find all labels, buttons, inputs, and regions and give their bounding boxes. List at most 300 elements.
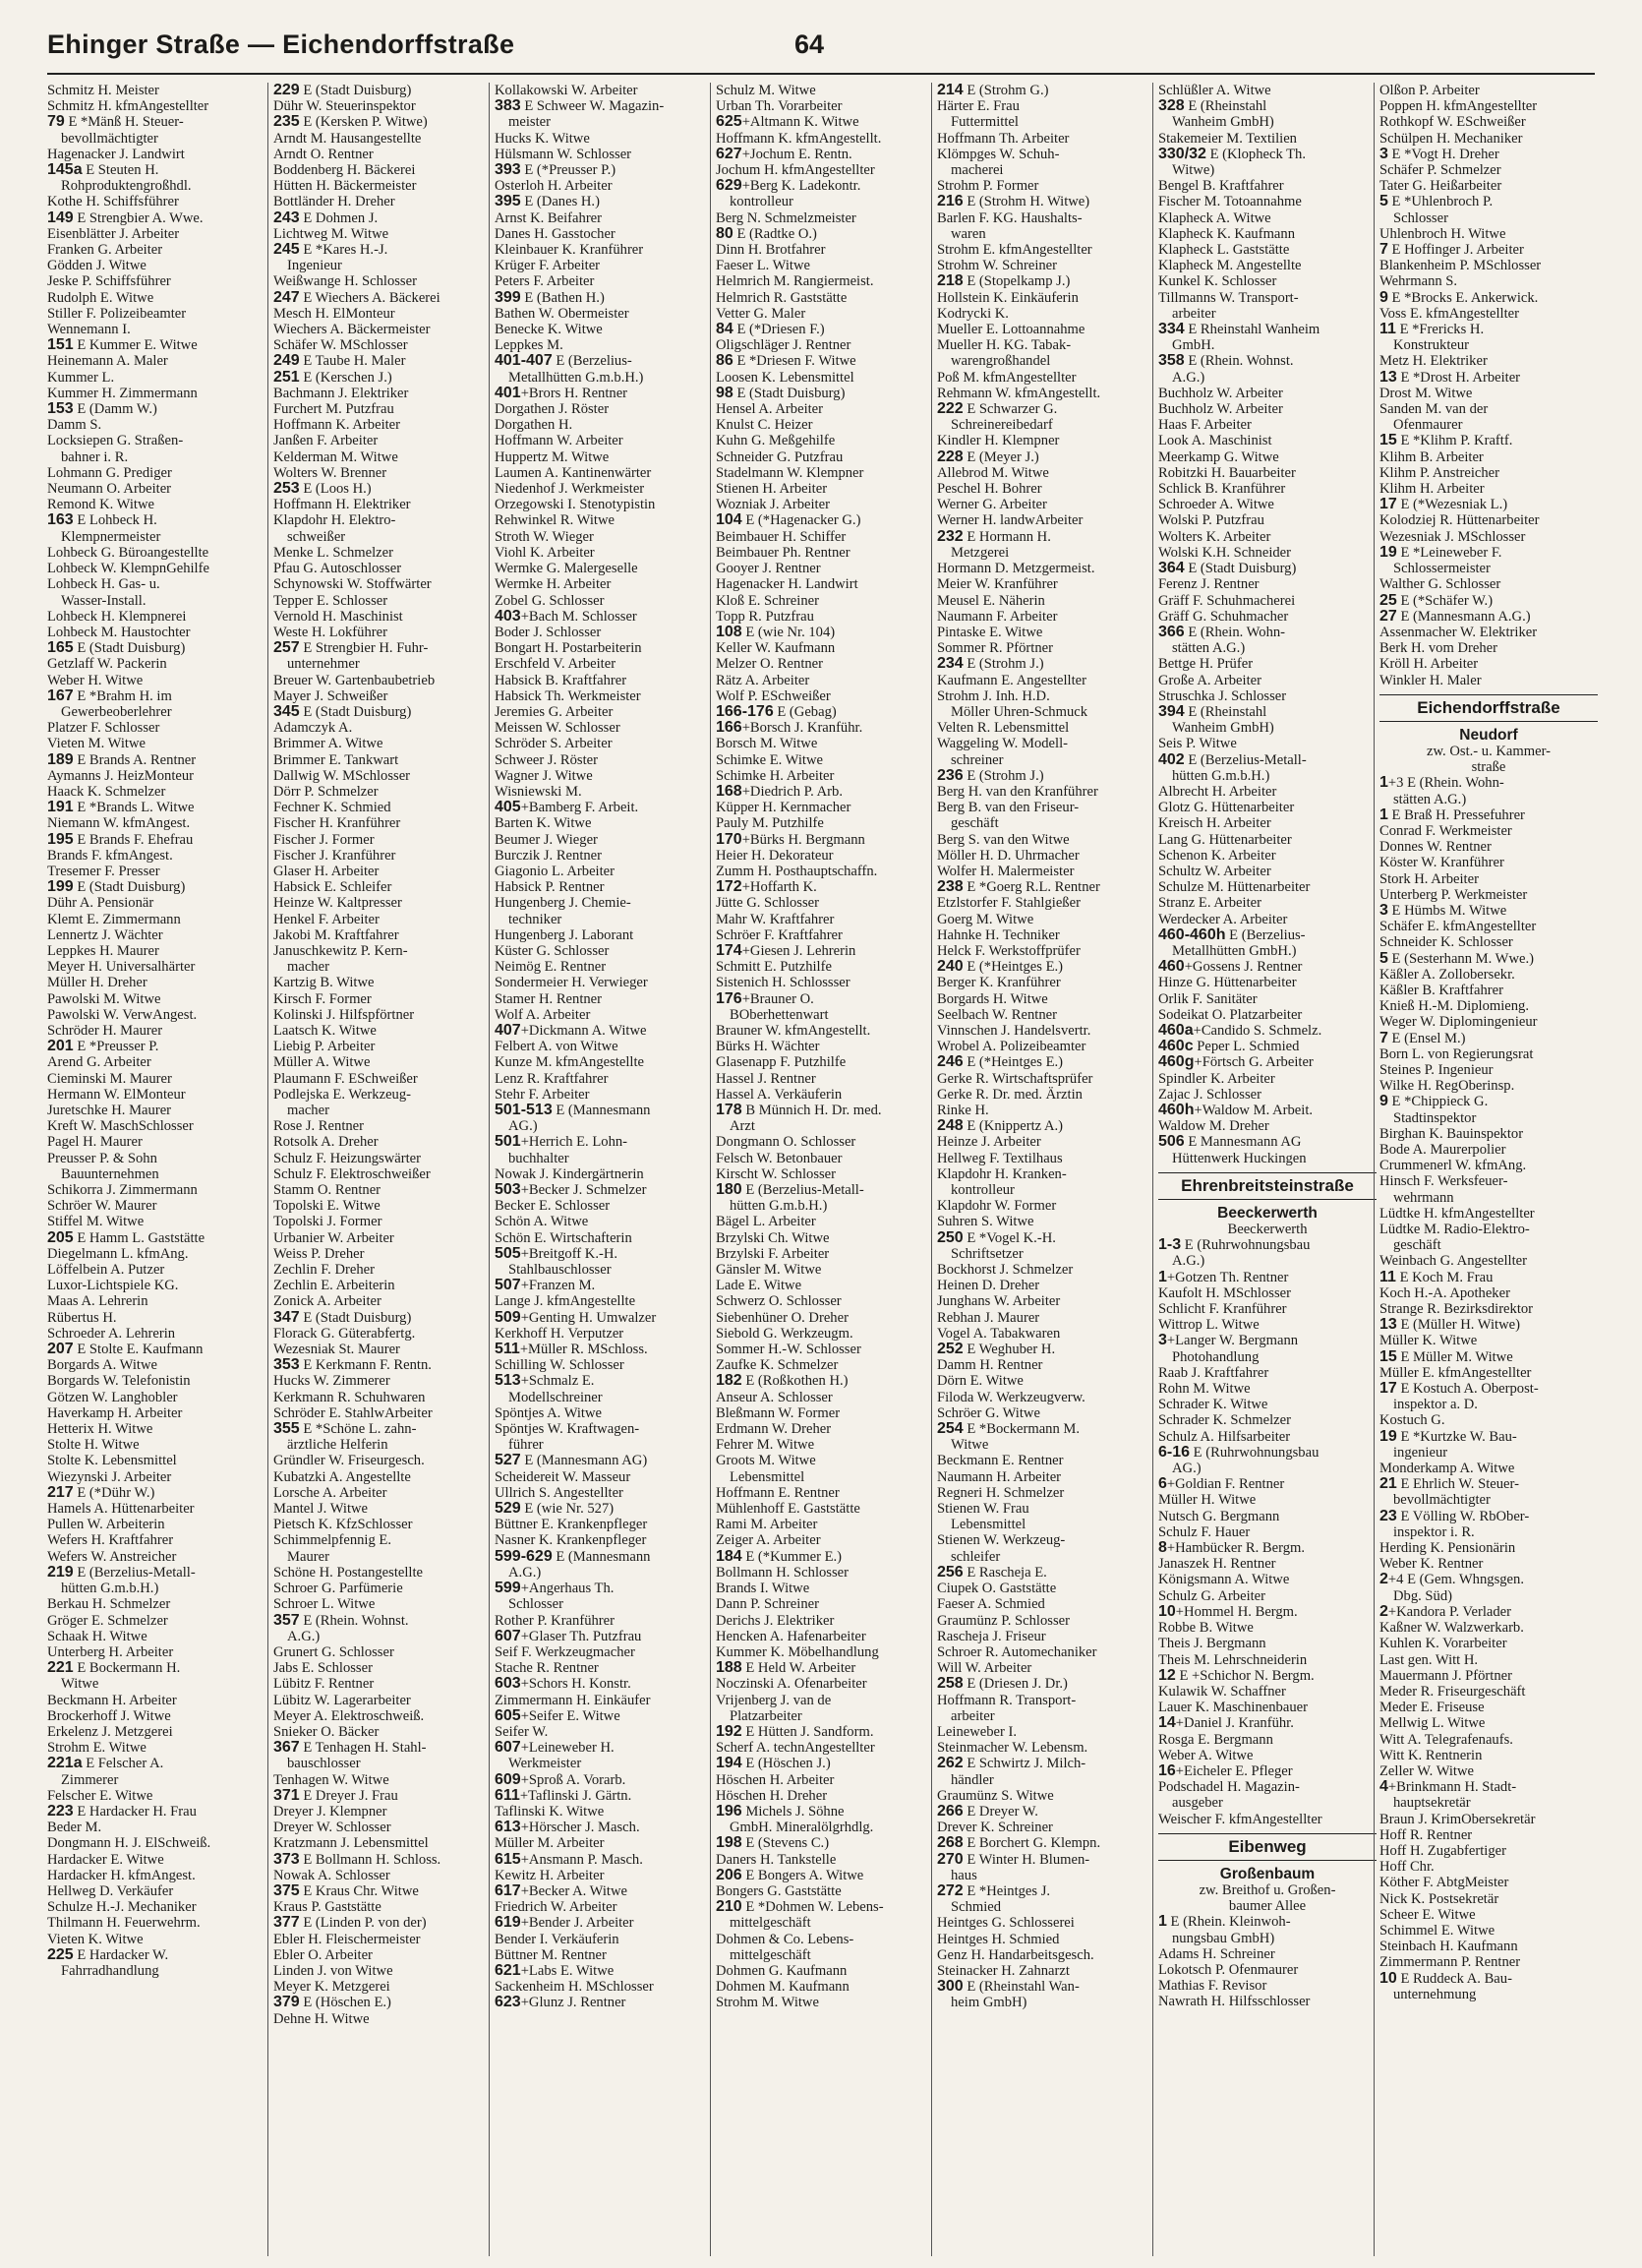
- directory-entry: Rascheja J. Friseur: [937, 1628, 1046, 1644]
- directory-entry: Müller H. Witwe: [1158, 1492, 1257, 1509]
- directory-entry: 214 E (Strohm G.): [937, 83, 1049, 98]
- directory-entry: Hollstein K. Einkäuferin: [937, 289, 1079, 306]
- entry-continuation: mittelgeschäft: [730, 1915, 811, 1932]
- directory-column-1: [47, 83, 265, 2256]
- directory-entry: 245 E *Kares H.-J.: [273, 241, 388, 259]
- directory-entry: Bongers G. Gaststätte: [716, 1882, 842, 1899]
- house-number: 13: [1379, 368, 1397, 386]
- directory-entry: Hardacker E. Witwe: [47, 1851, 164, 1868]
- directory-entry: 218 E (Stopelkamp J.): [937, 272, 1071, 290]
- directory-entry: Hoffmann E. Rentner: [716, 1484, 840, 1501]
- directory-entry: Nawrath H. Hilfsschlosser: [1158, 1994, 1311, 2010]
- directory-entry: Koch H.-A. Apotheker: [1379, 1284, 1510, 1301]
- directory-entry: Stienen W. Werkzeug-: [937, 1532, 1066, 1549]
- directory-entry: Wefers H. Kraftfahrer: [47, 1532, 174, 1549]
- directory-entry: Dreyer J. Klempner: [273, 1803, 387, 1820]
- directory-entry: Gänsler M. Witwe: [716, 1262, 822, 1279]
- house-number: 228: [937, 448, 964, 465]
- directory-entry: Berger K. Kranführer: [937, 975, 1061, 991]
- directory-entry: Ciupek O. Gaststätte: [937, 1581, 1057, 1597]
- directory-entry: Stamer H. Rentner: [495, 990, 603, 1007]
- house-number: 3: [1379, 901, 1388, 919]
- directory-entry: 254 E *Bockermann M.: [937, 1420, 1081, 1438]
- house-number: 395: [495, 193, 521, 210]
- house-number: 198: [716, 1834, 742, 1852]
- directory-entry: 460+Gossens J. Rentner: [1158, 958, 1303, 976]
- house-number: 330/32: [1158, 145, 1206, 162]
- house-number: 176: [716, 989, 742, 1007]
- house-number: 615: [495, 1850, 521, 1868]
- directory-entry: 235 E (Kersken P. Witwe): [273, 113, 428, 131]
- directory-entry: 256 E Rascheja E.: [937, 1563, 1047, 1581]
- directory-entry: Kummer H. Zimmermann: [47, 385, 198, 401]
- directory-entry: 1-3 E (Ruhrwohnungsbau: [1158, 1236, 1311, 1254]
- house-number: 25: [1379, 591, 1397, 609]
- directory-entry: Meissen W. Schlosser: [495, 720, 620, 737]
- directory-entry: 253 E (Loos H.): [273, 480, 372, 498]
- directory-entry: Laumen A. Kantinenwärter: [495, 464, 652, 481]
- directory-entry: Preusser P. & Sohn: [47, 1150, 157, 1166]
- directory-entry: Stroth W. Wieger: [495, 528, 594, 545]
- house-number: 345: [273, 702, 300, 720]
- directory-entry: 225 E Hardacker W.: [47, 1945, 169, 1963]
- directory-entry: 79 E *Mänß H. Steuer-: [47, 113, 184, 131]
- street-location-note: zw. Breithof u. Großen-: [1199, 1881, 1336, 1898]
- directory-entry: Burczik J. Rentner: [495, 847, 603, 864]
- directory-entry: 199 E (Stadt Duisburg): [47, 878, 186, 896]
- directory-entry: 221a E Felscher A.: [47, 1755, 164, 1772]
- directory-entry: Leppkes H. Maurer: [47, 942, 159, 959]
- directory-entry: 174+Giesen J. Lehrerin: [716, 941, 856, 959]
- directory-entry: Wilke H. RegOberinsp.: [1379, 1078, 1515, 1095]
- house-number: 149: [47, 209, 74, 226]
- house-number: 174: [716, 941, 742, 959]
- house-number: 353: [273, 1356, 300, 1374]
- directory-entry: Hoffmann Th. Arbeiter: [937, 130, 1070, 147]
- directory-entry: Hormann D. Metzgermeist.: [937, 561, 1095, 577]
- directory-entry: Schenon K. Arbeiter: [1158, 847, 1276, 864]
- directory-entry: Borgards W. Telefonistin: [47, 1373, 191, 1390]
- house-number: 210: [716, 1898, 742, 1916]
- directory-entry: Schroer G. Parfümerie: [273, 1581, 403, 1597]
- directory-entry: 375 E Kraus Chr. Witwe: [273, 1881, 419, 1899]
- directory-entry: Bettge H. Prüfer: [1158, 656, 1254, 673]
- directory-entry: 1+3 E (Rhein. Wohn-: [1379, 774, 1504, 792]
- directory-entry: Kaßner W. Walzwerkarb.: [1379, 1620, 1524, 1637]
- directory-entry: Kewitz H. Arbeiter: [495, 1867, 605, 1883]
- directory-entry: Müller K. Witwe: [1379, 1333, 1478, 1349]
- directory-entry: Meerkamp G. Witwe: [1158, 448, 1279, 465]
- directory-entry: 402 E (Berzelius-Metall-: [1158, 750, 1307, 768]
- house-number: 222: [937, 400, 964, 418]
- house-number: 262: [937, 1755, 964, 1772]
- directory-entry: Kothe H. Schiffsführer: [47, 194, 179, 210]
- house-number: 17: [1379, 496, 1397, 513]
- directory-entry: Poß M. kfmAngestellter: [937, 369, 1077, 386]
- directory-entry: Klapheck M. Angestellte: [1158, 258, 1302, 274]
- directory-entry: 153 E (Damm W.): [47, 400, 157, 418]
- directory-entry: Bongart H. Postarbeiterin: [495, 640, 642, 657]
- directory-entry: Barten K. Witwe: [495, 815, 592, 832]
- directory-entry: Bengel B. Kraftfahrer: [1158, 178, 1284, 195]
- directory-entry: 371 E Dreyer J. Frau: [273, 1786, 398, 1804]
- directory-entry: 98 E (Stadt Duisburg): [716, 384, 846, 401]
- directory-entry: 251 E (Kerschen J.): [273, 368, 392, 386]
- directory-entry: Adams H. Schreiner: [1158, 1945, 1275, 1962]
- house-number: 403: [495, 607, 521, 625]
- directory-entry: 250 E *Vogel K.-H.: [937, 1228, 1056, 1246]
- directory-entry: 10+Hommel H. Bergm.: [1158, 1602, 1298, 1620]
- directory-entry: Diegelmann L. kfmAng.: [47, 1245, 189, 1262]
- house-number: 84: [716, 321, 733, 338]
- directory-entry: Küpper H. Kernmacher: [716, 800, 851, 816]
- directory-entry: Klömpges W. Schuh-: [937, 146, 1060, 162]
- directory-entry: Wolf P. ESchweißer: [716, 687, 831, 704]
- directory-entry: 619+Bender J. Arbeiter: [495, 1914, 634, 1932]
- directory-entry: Hoffmann K. Arbeiter: [273, 417, 401, 434]
- directory-entry: Dorgathen J. Röster: [495, 401, 610, 418]
- directory-entry: Theis J. Bergmann: [1158, 1636, 1266, 1652]
- directory-entry: Velten R. Lebensmittel: [937, 720, 1070, 737]
- directory-entry: 25 E (*Schäfer W.): [1379, 591, 1494, 609]
- directory-entry: 605+Seifer E. Witwe: [495, 1706, 620, 1724]
- directory-entry: Seelbach W. Rentner: [937, 1006, 1057, 1023]
- directory-entry: 10 E Ruddeck A. Bau-: [1379, 1969, 1512, 1987]
- directory-entry: Lorsche A. Arbeiter: [273, 1484, 387, 1501]
- house-number: 371: [273, 1786, 300, 1804]
- entry-continuation: nungsbau GmbH): [1172, 1930, 1275, 1946]
- directory-entry: Zobel G. Schlosser: [495, 592, 605, 609]
- directory-entry: Pfau G. Autoschlosser: [273, 561, 402, 577]
- house-number: 221: [47, 1659, 74, 1677]
- entry-continuation: Wanheim GmbH): [1172, 720, 1274, 737]
- house-number: 153: [47, 400, 74, 418]
- directory-entry: 401-407 E (Berzelius-: [495, 352, 632, 370]
- directory-entry: Glaser H. Arbeiter: [273, 863, 380, 879]
- directory-entry: 19 E *Kurtzke W. Bau-: [1379, 1427, 1517, 1445]
- directory-entry: Jabs E. Schlosser: [273, 1660, 373, 1677]
- directory-entry: Menke L. Schmelzer: [273, 544, 393, 561]
- page-number: 64: [794, 30, 825, 59]
- directory-entry: Fischer J. Kranführer: [273, 847, 396, 864]
- entry-continuation: Schlossermeister: [1393, 561, 1491, 577]
- directory-entry: Pauly M. Putzhilfe: [716, 815, 824, 832]
- directory-entry: Platzer F. Schlosser: [47, 720, 160, 737]
- directory-entry: Pullen W. Arbeiterin: [47, 1517, 165, 1533]
- directory-entry: Mühlenhoff E. Gaststätte: [716, 1501, 860, 1518]
- directory-entry: 2+4 E (Gem. Whngsgen.: [1379, 1571, 1524, 1588]
- house-number: 192: [716, 1722, 742, 1740]
- entry-continuation: Schmied: [951, 1899, 1002, 1916]
- entry-continuation: waren: [951, 225, 986, 242]
- directory-entry: Mauermann J. Pförtner: [1379, 1667, 1512, 1684]
- directory-entry: Boddenberg H. Bäckerei: [273, 162, 416, 179]
- house-number: 16: [1158, 1761, 1176, 1779]
- directory-entry: Osterloh H. Arbeiter: [495, 178, 613, 195]
- directory-entry: 252 E Weghuber H.: [937, 1341, 1056, 1358]
- directory-entry: 238 E *Goerg R.L. Rentner: [937, 878, 1100, 896]
- house-number: 166-176: [716, 702, 774, 720]
- house-number: 399: [495, 288, 521, 306]
- house-number: 1: [1158, 1268, 1167, 1285]
- directory-entry: Faeser L. Witwe: [716, 258, 810, 274]
- directory-columns: [47, 83, 1595, 2256]
- directory-entry: Weißwange H. Schlosser: [273, 273, 417, 290]
- directory-entry: Wolfer H. Malermeister: [937, 863, 1075, 879]
- directory-entry: 247 E Wiechers A. Bäckerei: [273, 288, 440, 306]
- directory-entry: 367 E Tenhagen H. Stahl-: [273, 1739, 427, 1757]
- directory-entry: Damm S.: [47, 417, 102, 434]
- directory-entry: Helck F. Werkstoffprüfer: [937, 942, 1081, 959]
- directory-entry: Schikorra J. Zimmermann: [47, 1182, 198, 1199]
- house-number: 501: [495, 1133, 521, 1151]
- directory-entry: Nasner K. Krankenpfleger: [495, 1532, 647, 1549]
- directory-entry: Müller E. kfmAngestellter: [1379, 1364, 1532, 1381]
- directory-entry: Hagenacker H. Landwirt: [716, 576, 858, 593]
- entry-continuation: Metallhütten GmbH.): [1172, 942, 1297, 959]
- entry-continuation: macher: [287, 959, 329, 976]
- house-number: 379: [273, 1994, 300, 2011]
- directory-entry: 373 E Bollmann H. Schloss.: [273, 1850, 441, 1868]
- directory-entry: Fischer J. Former: [273, 831, 375, 848]
- directory-entry: Fischer H. Kranführer: [273, 815, 401, 832]
- directory-entry: Schlick B. Kranführer: [1158, 481, 1286, 498]
- directory-entry: Helmrich M. Rangiermeist.: [716, 273, 874, 290]
- directory-entry: 1 E (Rhein. Kleinwoh-: [1158, 1913, 1291, 1931]
- directory-entry: Bürks H. Wächter: [716, 1039, 820, 1055]
- entry-continuation: AG.): [1172, 1461, 1202, 1477]
- directory-entry: Hoff Chr.: [1379, 1859, 1435, 1876]
- house-number: 256: [937, 1563, 964, 1581]
- directory-entry: Ebler O. Arbeiter: [273, 1946, 373, 1963]
- directory-entry: Dallwig W. MSchlosser: [273, 767, 411, 784]
- directory-entry: 257 E Strengbier H. Fuhr-: [273, 639, 429, 657]
- directory-entry: 12 E +Schichor N. Bergm.: [1158, 1666, 1315, 1684]
- directory-entry: Löffelbein A. Putzer: [47, 1262, 165, 1279]
- directory-entry: Neimög E. Rentner: [495, 959, 607, 976]
- directory-entry: Schulze H.-J. Mechaniker: [47, 1899, 197, 1916]
- directory-entry: Laatsch K. Witwe: [273, 1022, 377, 1039]
- directory-entry: Schroeder A. Lehrerin: [47, 1325, 176, 1342]
- directory-entry: Janßen F. Arbeiter: [273, 433, 379, 449]
- directory-entry: Borsch M. Witwe: [716, 736, 818, 752]
- directory-entry: Erkelenz J. Metzgerei: [47, 1723, 173, 1740]
- house-number: 621: [495, 1961, 521, 1979]
- directory-entry: Unterberg H. Arbeiter: [47, 1643, 174, 1660]
- directory-entry: Orlik F. Sanitäter: [1158, 990, 1258, 1007]
- entry-continuation: inspektor i. R.: [1393, 1523, 1475, 1540]
- directory-column-6: [1152, 83, 1377, 2256]
- directory-entry: Friedrich W. Arbeiter: [495, 1899, 617, 1916]
- directory-entry: Plaumann F. ESchweißer: [273, 1070, 418, 1087]
- directory-entry: Lohmann G. Prediger: [47, 464, 172, 481]
- directory-entry: Grunert G. Schlosser: [273, 1643, 394, 1660]
- directory-entry: Junghans W. Arbeiter: [937, 1293, 1061, 1310]
- directory-entry: Kindler H. Klempner: [937, 433, 1060, 449]
- directory-entry: Köster W. Kranführer: [1379, 855, 1504, 871]
- directory-entry: Orzegowski I. Stenotypistin: [495, 497, 656, 513]
- directory-entry: Kodrycki K.: [937, 305, 1009, 322]
- directory-entry: Lichtweg M. Witwe: [273, 225, 389, 242]
- house-number: 165: [47, 639, 74, 657]
- directory-entry: Podschadel H. Magazin-: [1158, 1779, 1300, 1796]
- directory-entry: Stadelmann W. Klempner: [716, 464, 864, 481]
- directory-entry: 178 B Münnich H. Dr. med.: [716, 1102, 882, 1118]
- directory-entry: Wermke H. Arbeiter: [495, 576, 612, 593]
- directory-entry: Huppertz M. Witwe: [495, 448, 610, 465]
- directory-entry: Heinemann A. Maler: [47, 353, 168, 370]
- directory-entry: Sommer R. Pförtner: [937, 640, 1053, 657]
- house-number: 460g: [1158, 1053, 1195, 1071]
- directory-entry: Stache R. Rentner: [495, 1660, 599, 1677]
- directory-entry: Hencken A. Hafenarbeiter: [716, 1628, 866, 1644]
- house-number: 2: [1379, 1571, 1388, 1588]
- directory-entry: Liebig P. Arbeiter: [273, 1039, 376, 1055]
- directory-entry: Kaufmann E. Angestellter: [937, 672, 1086, 688]
- house-number: 328: [1158, 97, 1185, 115]
- house-number: 214: [937, 83, 964, 98]
- directory-entry: 4+Brinkmann H. Stadt-: [1379, 1778, 1517, 1796]
- directory-entry: Klapheck L. Gaststätte: [1158, 242, 1290, 259]
- directory-entry: Hardacker H. kfmAngest.: [47, 1867, 196, 1883]
- entry-continuation: inspektor a. D.: [1393, 1397, 1478, 1413]
- directory-entry: Schäfer W. MSchlosser: [273, 337, 408, 354]
- directory-entry: Hamels A. Hüttenarbeiter: [47, 1501, 195, 1518]
- street-heading: Eichendorffstraße: [1379, 694, 1598, 722]
- entry-continuation: ausgeber: [1172, 1795, 1223, 1812]
- directory-entry: Seifer W.: [495, 1723, 549, 1740]
- directory-entry: Wolski P. Putzfrau: [1158, 512, 1264, 529]
- entry-continuation: hütten G.m.b.H.): [1172, 767, 1270, 784]
- house-number: 599: [495, 1580, 521, 1597]
- house-number: 188: [716, 1659, 742, 1677]
- directory-entry: Lüdtke H. kfmAngestellter: [1379, 1205, 1535, 1222]
- directory-entry: 9 E *Chippieck G.: [1379, 1093, 1489, 1110]
- directory-entry: 599-629 E (Mannesmann: [495, 1547, 651, 1565]
- directory-entry: 270 E Winter H. Blumen-: [937, 1850, 1090, 1868]
- house-number: 270: [937, 1850, 964, 1868]
- directory-entry: 172+Hoffarth K.: [716, 878, 817, 896]
- directory-entry: Kulawik W. Schaffner: [1158, 1683, 1286, 1700]
- directory-entry: 355 E *Schöne L. zahn-: [273, 1420, 417, 1438]
- directory-entry: Remond K. Witwe: [47, 497, 154, 513]
- entry-continuation: stätten A.G.): [1172, 640, 1246, 657]
- house-number: 27: [1379, 607, 1397, 625]
- directory-entry: Mueller H. KG. Tabak-: [937, 337, 1072, 354]
- directory-entry: 216 E (Strohm H. Witwe): [937, 193, 1090, 210]
- directory-entry: 266 E Dreyer W.: [937, 1802, 1038, 1820]
- entry-continuation: GmbH. Mineralölgrhdlg.: [730, 1820, 874, 1836]
- directory-entry: Meyer H. Universalhärter: [47, 959, 196, 976]
- directory-entry: Janaszek H. Rentner: [1158, 1556, 1276, 1573]
- house-number: 15: [1379, 432, 1397, 449]
- street-location-note: zw. Ost.- u. Kammer-: [1426, 743, 1551, 759]
- directory-entry: Drever K. Schreiner: [937, 1820, 1053, 1836]
- entry-continuation: haus: [951, 1867, 977, 1883]
- house-number: 201: [47, 1038, 74, 1055]
- entry-continuation: Lebensmittel: [951, 1517, 1026, 1533]
- house-number: 23: [1379, 1507, 1397, 1524]
- directory-entry: Zajac J. Schlosser: [1158, 1086, 1261, 1103]
- directory-entry: Käßler B. Kraftfahrer: [1379, 982, 1504, 998]
- entry-continuation: heim GmbH): [951, 1995, 1027, 2011]
- directory-entry: Dühr W. Steuerinspektor: [273, 98, 416, 115]
- directory-entry: Gerke R. Dr. med. Ärztin: [937, 1086, 1083, 1103]
- directory-entry: Haas F. Arbeiter: [1158, 417, 1252, 434]
- house-number: 266: [937, 1802, 964, 1820]
- directory-entry: Seif F. Werkzeugmacher: [495, 1643, 635, 1660]
- directory-entry: Scheer E. Witwe: [1379, 1906, 1476, 1923]
- directory-entry: 345 E (Stadt Duisburg): [273, 702, 412, 720]
- directory-entry: Klihm H. Arbeiter: [1379, 481, 1485, 498]
- directory-entry: Wisniewski M.: [495, 783, 582, 800]
- entry-continuation: bauschlosser: [287, 1756, 361, 1772]
- house-number: 166: [716, 719, 742, 737]
- directory-entry: Küster G. Schlosser: [495, 942, 610, 959]
- directory-entry: 206 E Bongers A. Witwe: [716, 1866, 864, 1883]
- house-number: 364: [1158, 560, 1185, 577]
- directory-entry: Graumünz S. Witwe: [937, 1787, 1054, 1804]
- directory-entry: Hinsch F. Werksfeuer-: [1379, 1173, 1508, 1190]
- house-number: 300: [937, 1978, 964, 1996]
- directory-entry: Wennemann I.: [47, 322, 131, 338]
- entry-continuation: Hüttenwerk Huckingen: [1172, 1150, 1307, 1166]
- directory-entry: Vogel A. Tabakwaren: [937, 1325, 1061, 1342]
- house-number: 460a: [1158, 1021, 1194, 1039]
- directory-entry: Regneri H. Schmelzer: [937, 1484, 1065, 1501]
- directory-entry: 168+Diedrich P. Arb.: [716, 782, 843, 800]
- house-number: 21: [1379, 1475, 1397, 1493]
- directory-entry: Schlicht F. Kranführer: [1158, 1301, 1287, 1318]
- directory-entry: 501+Herrich E. Lohn-: [495, 1133, 628, 1151]
- entry-continuation: AG.): [508, 1118, 538, 1135]
- directory-entry: Rübertus H.: [47, 1309, 117, 1326]
- directory-entry: Kröll H. Arbeiter: [1379, 656, 1479, 673]
- directory-entry: Weischer F. kfmAngestellter: [1158, 1811, 1322, 1827]
- directory-entry: Kunkel K. Schlosser: [1158, 273, 1277, 290]
- directory-entry: Höschen H. Dreher: [716, 1787, 828, 1804]
- house-number: 206: [716, 1866, 742, 1883]
- entry-continuation: A.G.): [287, 1628, 321, 1644]
- house-number: 196: [716, 1802, 742, 1820]
- directory-entry: Klihm B. Arbeiter: [1379, 448, 1484, 465]
- directory-entry: Hütten H. Bäckermeister: [273, 178, 417, 195]
- directory-entry: Glotz G. Hüttenarbeiter: [1158, 800, 1295, 816]
- entry-continuation: Fahrradhandlung: [61, 1962, 159, 1979]
- directory-entry: Schwerz O. Schlosser: [716, 1293, 842, 1310]
- house-number: 151: [47, 336, 74, 354]
- directory-entry: Jochum H. kfmAngestellter: [716, 162, 875, 179]
- directory-entry: 1+Gotzen Th. Rentner: [1158, 1268, 1289, 1285]
- directory-entry: 509+Genting H. Umwalzer: [495, 1308, 657, 1326]
- directory-entry: Schön A. Witwe: [495, 1214, 589, 1230]
- directory-entry: Voss E. kfmAngestellter: [1379, 305, 1520, 322]
- directory-entry: Winkler H. Maler: [1379, 672, 1482, 688]
- directory-entry: 5 E *Uhlenbroch P.: [1379, 193, 1494, 210]
- directory-entry: Kartzig B. Witwe: [273, 975, 375, 991]
- house-number: 182: [716, 1372, 742, 1390]
- directory-entry: Rohn M. Witwe: [1158, 1381, 1251, 1398]
- directory-entry: Meder R. Friseurgeschäft: [1379, 1683, 1526, 1700]
- directory-entry: 6+Goldian F. Rentner: [1158, 1475, 1285, 1493]
- directory-entry: Müller H. Dreher: [47, 975, 147, 991]
- directory-entry: Ebler H. Fleischermeister: [273, 1931, 421, 1947]
- entry-continuation: Stahlbauschlosser: [508, 1262, 612, 1279]
- directory-entry: Vieten K. Witwe: [47, 1931, 144, 1947]
- house-number: 218: [937, 272, 964, 290]
- directory-entry: 364 E (Stadt Duisburg): [1158, 560, 1297, 577]
- house-number: 199: [47, 878, 74, 896]
